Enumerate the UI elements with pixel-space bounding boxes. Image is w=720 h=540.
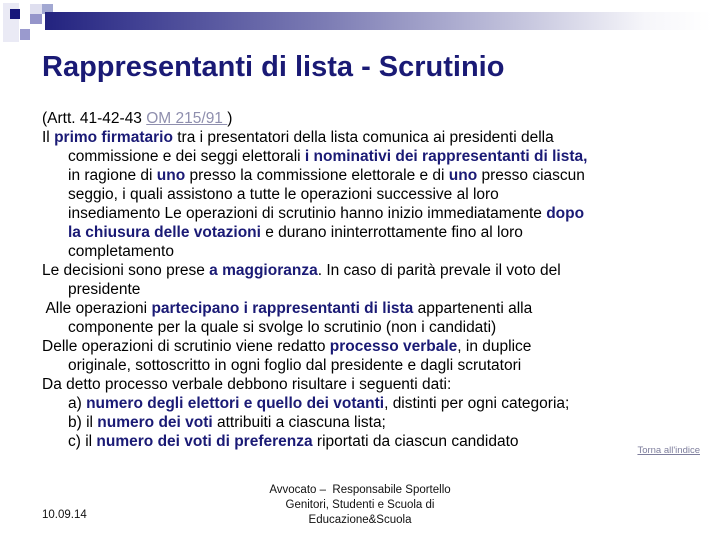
text-segment: uno: [156, 167, 186, 184]
text-segment: completamento: [68, 243, 174, 260]
text-segment: uno: [448, 167, 478, 184]
text-segment: la chiusura delle votazioni: [68, 224, 261, 241]
body-line: [42, 394, 710, 413]
body-line: [42, 337, 710, 356]
text-segment: a maggioranza: [209, 262, 318, 279]
text-segment: , in duplice: [457, 338, 532, 355]
text-segment: . In caso di parità prevale il voto del: [317, 262, 561, 279]
back-to-index-link[interactable]: Torna all'indice: [637, 445, 700, 456]
deco-pale-square: [30, 4, 42, 14]
body-line: [42, 147, 710, 166]
text-segment: presso la commissione elettorale e di: [185, 167, 449, 184]
body-line: [42, 356, 710, 375]
text-segment: attribuiti a ciascuna lista;: [212, 414, 386, 431]
text-segment: tra i presentatori della lista comunica ai presidenti della: [172, 129, 554, 146]
text-segment: a): [68, 395, 87, 412]
text-segment: (Artt. 41-42-43: [42, 110, 147, 127]
body-line: [42, 223, 710, 242]
body-line: [42, 318, 710, 337]
slide-footer: [0, 483, 720, 528]
footer-line: Avvocato – Responsabile Sportello: [269, 484, 451, 496]
text-segment: processo verbale: [329, 338, 458, 355]
slide-title: Rappresentanti di lista - Scrutinio: [42, 51, 505, 83]
text-segment: appartenenti alla: [413, 300, 533, 317]
body-line: [42, 204, 710, 223]
text-segment: Delle operazioni di scrutinio viene redatto: [42, 338, 330, 355]
text-segment: riportati da ciascun candidato: [312, 433, 519, 450]
body-line: [42, 261, 710, 280]
body-line: [42, 128, 710, 147]
body-line: [42, 166, 710, 185]
text-segment: numero degli elettori e quello dei votanti: [86, 395, 385, 412]
text-segment: Il: [42, 129, 55, 146]
text-segment: ): [227, 110, 233, 127]
body-line: [42, 185, 710, 204]
text-segment: numero dei voti: [97, 414, 213, 431]
om-215-91-link[interactable]: OM 215/91: [146, 110, 228, 127]
text-segment: originale, sottoscritto in ogni foglio dal presidente e dagli scrutatori: [68, 357, 522, 374]
deco-medium-square: [30, 14, 42, 24]
body-line: [42, 109, 710, 128]
deco-gradient-bar: [45, 12, 712, 30]
body-line: [42, 242, 710, 261]
text-segment: c) il: [68, 433, 97, 450]
body-line: [42, 280, 710, 299]
text-segment: b) il: [68, 414, 98, 431]
slide-body: [42, 109, 710, 451]
body-line: [42, 375, 710, 394]
text-segment: presso ciascun: [477, 167, 585, 184]
text-segment: presidente: [68, 281, 141, 298]
text-segment: in ragione di: [68, 167, 157, 184]
text-segment: seggio, i quali assistono a tutte le operazioni successive al loro: [68, 186, 499, 203]
text-segment: partecipano i rappresentanti di lista: [151, 300, 414, 317]
text-segment: insediamento Le operazioni di scrutinio hanno inizio immediatamente: [68, 205, 547, 222]
text-segment: i nominativi dei rappresentanti di lista,: [304, 148, 588, 165]
text-segment: e durano ininterrottamente fino al loro: [260, 224, 523, 241]
text-segment: Da detto processo verbale debbono risultare i seguenti dati:: [42, 376, 452, 393]
text-segment: commissione e dei seggi elettorali: [68, 148, 305, 165]
deco-medium-square-2: [20, 29, 30, 40]
date-label: 10.09.14: [42, 509, 87, 521]
text-segment: , distinti per ogni categoria;: [384, 395, 570, 412]
text-segment: Le decisioni sono prese: [42, 262, 210, 279]
text-segment: Alle operazioni: [42, 300, 152, 317]
footer-line: Genitori, Studenti e Scuola di: [285, 499, 435, 511]
body-line: [42, 299, 710, 318]
text-segment: dopo: [546, 205, 585, 222]
body-line: [42, 432, 710, 451]
footer-line: Educazione&Scuola: [308, 514, 412, 526]
text-segment: numero dei voti di preferenza: [96, 433, 313, 450]
body-line: [42, 413, 710, 432]
text-segment: primo firmatario: [54, 129, 173, 146]
text-segment: componente per la quale si svolge lo scrutinio (non i candidati): [68, 319, 497, 336]
deco-dark-square: [10, 9, 20, 19]
